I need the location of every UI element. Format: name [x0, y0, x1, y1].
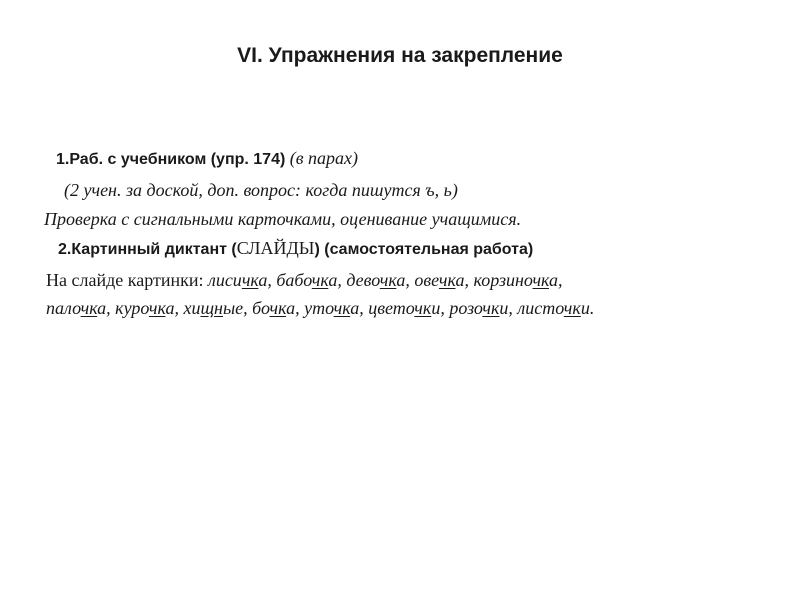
- task-2-mode: ) (самостоятельная работа): [314, 241, 534, 258]
- word-underlined-letters: чк: [269, 298, 287, 318]
- word-start: дево: [346, 270, 380, 290]
- word-end: а: [258, 270, 268, 290]
- slide-title: VI. Упражнения на закрепление: [237, 44, 563, 67]
- word-end: а: [97, 298, 107, 318]
- dictation-word: [115, 298, 174, 318]
- word-underlined-letters: чк: [563, 298, 581, 318]
- word-start: розо: [449, 298, 483, 318]
- dictation-word: [276, 270, 337, 290]
- task-1-line: [56, 148, 358, 169]
- dictation-word: [368, 298, 440, 318]
- word-underlined-letters: чк: [379, 270, 397, 290]
- word-separator: ,: [267, 270, 277, 290]
- word-end: а: [455, 270, 465, 290]
- word-underlined-letters: чк: [482, 298, 500, 318]
- word-end: и: [499, 298, 509, 318]
- word-separator: ,: [359, 298, 369, 318]
- word-start: хи: [183, 298, 201, 318]
- dictation-word: [414, 270, 464, 290]
- word-end: а: [396, 270, 406, 290]
- word-start: бо: [252, 298, 270, 318]
- dictation-word: [449, 298, 508, 318]
- word-end: и: [580, 298, 590, 318]
- word-underlined-letters: чк: [438, 270, 456, 290]
- dictation-word: [252, 298, 295, 318]
- word-underlined-letters: щн: [200, 298, 223, 318]
- dictation-word: [46, 298, 106, 318]
- word-underlined-letters: чк: [311, 270, 329, 290]
- word-separator: ,: [337, 270, 347, 290]
- word-underlined-letters: чк: [241, 270, 259, 290]
- word-separator: ,: [508, 298, 518, 318]
- word-underlined-letters: чк: [532, 270, 550, 290]
- check-line: Проверка с сигнальными карточками, оценивание учащимися.: [44, 209, 522, 229]
- word-start: лиси: [207, 270, 242, 290]
- word-start: пало: [46, 298, 81, 318]
- task-1-text: 1.Раб. с учебником (упр. 174): [56, 151, 290, 168]
- word-start: листо: [517, 298, 564, 318]
- task-1-details: (2 учен. за доской, доп. вопрос: когда пишутся ъ, ь): [64, 180, 458, 200]
- word-separator: ,: [295, 298, 305, 318]
- word-separator: .: [589, 298, 595, 318]
- word-separator: ,: [405, 270, 415, 290]
- dictation-words-1: [208, 270, 563, 290]
- word-separator: ,: [558, 270, 563, 290]
- word-separator: ,: [440, 298, 450, 318]
- dictation-word: [183, 298, 243, 318]
- word-end: а: [350, 298, 360, 318]
- task-2-slides: СЛАЙДЫ: [236, 238, 315, 258]
- word-start: бабо: [276, 270, 312, 290]
- word-separator: ,: [174, 298, 184, 318]
- task-2-label: 2.Картинный диктант (: [58, 241, 237, 258]
- word-separator: ,: [243, 298, 253, 318]
- word-end: ые: [222, 298, 244, 318]
- dictation-word: [473, 270, 558, 290]
- word-start: ове: [414, 270, 439, 290]
- word-separator: ,: [464, 270, 474, 290]
- word-end: а: [286, 298, 296, 318]
- dictation-word: [346, 270, 405, 290]
- word-end: а: [165, 298, 175, 318]
- dictation-words-2: [46, 298, 594, 318]
- word-end: а: [549, 270, 559, 290]
- word-start: цвето: [368, 298, 415, 318]
- task-2-line: [58, 238, 533, 259]
- dictation-line-2: [46, 298, 594, 319]
- word-separator: ,: [106, 298, 116, 318]
- dictation-word: [304, 298, 359, 318]
- dictation-word: [517, 298, 589, 318]
- word-underlined-letters: чк: [414, 298, 432, 318]
- dictation-prefix: На слайде картинки:: [46, 270, 208, 290]
- task-1-note: (в парах): [289, 148, 359, 168]
- word-underlined-letters: чк: [148, 298, 166, 318]
- word-end: а: [328, 270, 338, 290]
- word-underlined-letters: чк: [80, 298, 98, 318]
- dictation-word: [208, 270, 267, 290]
- word-start: уто: [304, 298, 334, 318]
- word-end: и: [431, 298, 441, 318]
- word-start: корзино: [473, 270, 533, 290]
- dictation-line-1: [46, 270, 563, 291]
- word-underlined-letters: чк: [333, 298, 351, 318]
- word-start: куро: [115, 298, 149, 318]
